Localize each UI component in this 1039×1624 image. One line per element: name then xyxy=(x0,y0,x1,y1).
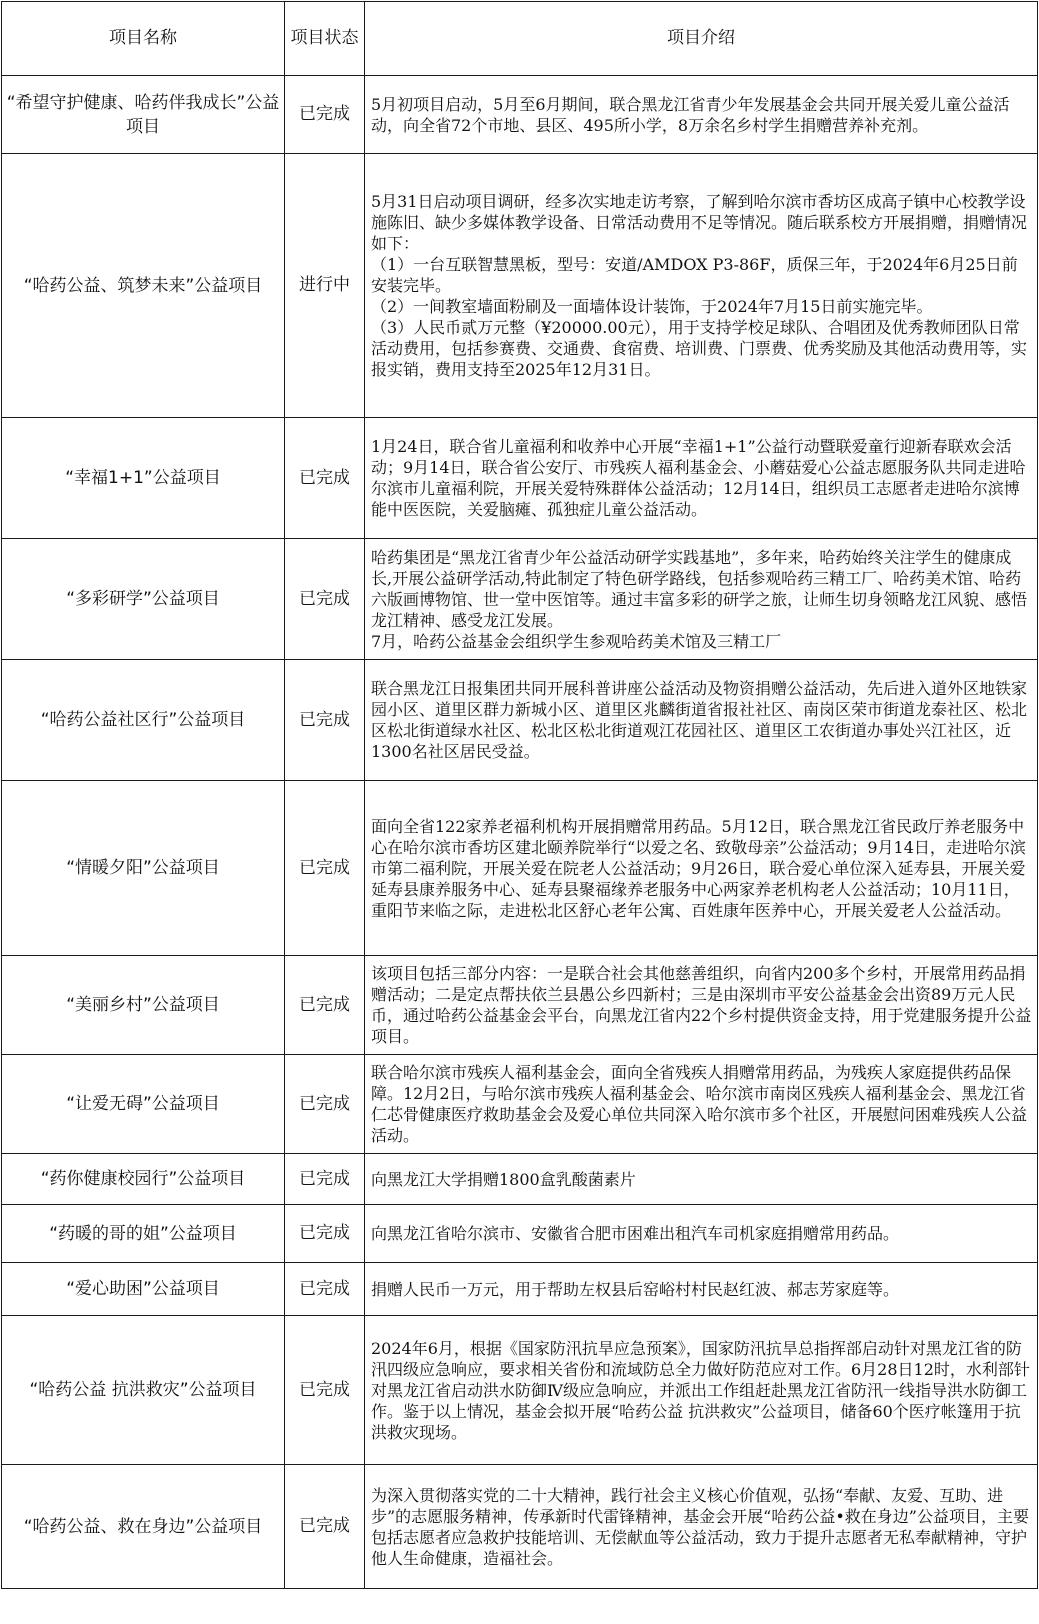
table-row xyxy=(2,1154,1038,1205)
project-intro-cell: 2024年6月，根据《国家防汛抗旱应急预案》，国家防汛抗旱总指挥部启动针对黑龙江省的防汛四级应急响应，要求相关省份和流域防总全力做好防范应对工作。6月28日12时，水利部针对黑龙江省启动洪水防御Ⅳ级应急响应，并派出工作组赶赴黑龙江省防汛一线指导洪水防御工作。鉴于以上情况，基金会拟开展“哈药公益 抗洪救灾”公益项目，储备60个医疗帐篷用于抗洪救灾现场。 xyxy=(365,1316,1038,1465)
project-intro-cell: 联合黑龙江日报集团共同开展科普讲座公益活动及物资捐赠公益活动，先后进入道外区地铁家园小区、道里区群力新城小区、道里区兆麟街道省报社社区、南岗区荣市街道龙泰社区、松北区松北街道绿水社区、松北区松北街道观江花园社区、道里区工农街道办事处兴江社区，近1300名社区居民受益。 xyxy=(365,660,1038,781)
project-intro-cell: 1月24日，联合省儿童福利和收养中心开展“幸福1+1”公益行动暨联爱童行迎新春联欢会活动；9月14日，联合省公安厅、市残疾人福利基金会、小蘑菇爱心公益志愿服务队共同走进哈尔滨市儿童福利院，开展关爱特殊群体公益活动；12月14日，组织员工志愿者走进哈尔滨博能中医医院，关爱脑瘫、孤独症儿童公益活动。 xyxy=(365,418,1038,539)
project-name-cell: “幸福1+1”公益项目 xyxy=(2,418,285,539)
table-row xyxy=(2,76,1038,154)
project-intro-cell: 5月31日启动项目调研，经多次实地走访考察，了解到哈尔滨市香坊区成高子镇中心校教学设施陈旧、缺少多媒体教学设备、日常活动费用不足等情况。随后联系校方开展捐赠，捐赠情况如下： （1）一台互联智慧黑板，型号：安道/AMDOX P3-86F，质保三年，于2024年6月25日前安装完毕。 （2）一间教室墙面粉刷及一面墙体设计装饰，于2024年7月15日前实施完毕。 （3）人民币贰万元整（¥20000.00元），用于支持学校足球队、合唱团及优秀教师团队日常活动费用，包括参赛费、交通费、食宿费、培训费、门票费、优秀奖励及其他活动费用等，实报实销，费用支持至2025年12月31日。 xyxy=(365,154,1038,418)
table-row xyxy=(2,1263,1038,1316)
project-name-cell: “哈药公益社区行”公益项目 xyxy=(2,660,285,781)
project-status-cell: 已完成 xyxy=(285,1316,365,1465)
table-row xyxy=(2,1205,1038,1263)
project-intro-cell: 向黑龙江省哈尔滨市、安徽省合肥市困难出租汽车司机家庭捐赠常用药品。 xyxy=(365,1205,1038,1263)
table-row xyxy=(2,781,1038,956)
project-intro-cell: 该项目包括三部分内容：一是联合社会其他慈善组织，向省内200多个乡村，开展常用药品捐赠活动；二是定点帮扶依兰县愚公乡四新村；三是由深圳市平安公益基金会出资89万元人民币，通过哈药公益基金会平台，向黑龙江省内22个乡村提供资金支持，用于党建服务提升公益项目。 xyxy=(365,956,1038,1055)
project-status-cell: 进行中 xyxy=(285,154,365,418)
table-row xyxy=(2,956,1038,1055)
projects-table xyxy=(1,1,1038,1589)
project-name-cell: “哈药公益、救在身边”公益项目 xyxy=(2,1465,285,1589)
project-status-cell: 已完成 xyxy=(285,539,365,660)
project-name-cell: “药你健康校园行”公益项目 xyxy=(2,1154,285,1205)
project-name-cell: “让爱无碍”公益项目 xyxy=(2,1055,285,1154)
project-name-cell: “情暖夕阳”公益项目 xyxy=(2,781,285,956)
table-row xyxy=(2,660,1038,781)
header-project-intro: 项目介绍 xyxy=(365,2,1038,76)
project-name-cell: “哈药公益 抗洪救灾”公益项目 xyxy=(2,1316,285,1465)
project-status-cell: 已完成 xyxy=(285,418,365,539)
project-status-cell: 已完成 xyxy=(285,1205,365,1263)
project-status-cell: 已完成 xyxy=(285,781,365,956)
project-name-cell: “希望守护健康、哈药伴我成长”公益项目 xyxy=(2,76,285,154)
project-intro-cell: 捐赠人民币一万元，用于帮助左权县后窑峪村村民赵红波、郝志芳家庭等。 xyxy=(365,1263,1038,1316)
table-row xyxy=(2,418,1038,539)
header-row xyxy=(2,2,1038,76)
project-intro-cell: 向黑龙江大学捐赠1800盒乳酸菌素片 xyxy=(365,1154,1038,1205)
project-name-cell: “美丽乡村”公益项目 xyxy=(2,956,285,1055)
project-name-cell: “爱心助困”公益项目 xyxy=(2,1263,285,1316)
project-status-cell: 已完成 xyxy=(285,1055,365,1154)
project-intro-cell: 面向全省122家养老福利机构开展捐赠常用药品。5月12日，联合黑龙江省民政厅养老服务中心在哈尔滨市香坊区建北颐养院举行“以爱之名、致敬母亲”公益活动；9月14日，走进哈尔滨市第二福利院，开展关爱在院老人公益活动；9月26日，联合爱心单位深入延寿县，开展关爱延寿县康养服务中心、延寿县聚福缘养老服务中心两家养老机构老人公益活动；10月11日，重阳节来临之际，走进松北区舒心老年公寓、百姓康年医养中心，开展关爱老人公益活动。 xyxy=(365,781,1038,956)
table-row xyxy=(2,539,1038,660)
project-intro-cell: 哈药集团是“黑龙江省青少年公益活动研学实践基地”，多年来，哈药始终关注学生的健康成长,开展公益研学活动,特此制定了特色研学路线，包括参观哈药三精工厂、哈药美术馆、哈药六版画博物馆、世一堂中医馆等。通过丰富多彩的研学之旅，让师生切身领略龙江风貌、感悟龙江精神、感受龙江发展。 7月，哈药公益基金会组织学生参观哈药美术馆及三精工厂 xyxy=(365,539,1038,660)
project-name-cell: “多彩研学”公益项目 xyxy=(2,539,285,660)
header-project-name: 项目名称 xyxy=(2,2,285,76)
table-row xyxy=(2,154,1038,418)
project-status-cell: 已完成 xyxy=(285,1465,365,1589)
project-name-cell: “哈药公益、筑梦未来”公益项目 xyxy=(2,154,285,418)
project-status-cell: 已完成 xyxy=(285,660,365,781)
table-row xyxy=(2,1316,1038,1465)
project-status-cell: 已完成 xyxy=(285,1263,365,1316)
project-status-cell: 已完成 xyxy=(285,1154,365,1205)
project-intro-cell: 5月初项目启动，5月至6月期间，联合黑龙江省青少年发展基金会共同开展关爱儿童公益活动，向全省72个市地、县区、495所小学，8万余名乡村学生捐赠营养补充剂。 xyxy=(365,76,1038,154)
project-status-cell: 已完成 xyxy=(285,956,365,1055)
project-intro-cell: 联合哈尔滨市残疾人福利基金会，面向全省残疾人捐赠常用药品，为残疾人家庭提供药品保障。12月2日，与哈尔滨市残疾人福利基金会、哈尔滨市南岗区残疾人福利基金会、黑龙江省仁芯骨健康医疗救助基金会及爱心单位共同深入哈尔滨市多个社区，开展慰问困难残疾人公益活动。 xyxy=(365,1055,1038,1154)
table-row xyxy=(2,1465,1038,1589)
table-row xyxy=(2,1055,1038,1154)
project-intro-cell: 为深入贯彻落实党的二十大精神，践行社会主义核心价值观，弘扬“奉献、友爱、互助、进步”的志愿服务精神，传承新时代雷锋精神，基金会开展“哈药公益•救在身边”公益项目，主要包括志愿者应急救护技能培训、无偿献血等公益活动，致力于提升志愿者无私奉献精神，守护他人生命健康，造福社会。 xyxy=(365,1465,1038,1589)
project-status-cell: 已完成 xyxy=(285,76,365,154)
project-name-cell: “药暖的哥的姐”公益项目 xyxy=(2,1205,285,1263)
header-project-status: 项目状态 xyxy=(285,2,365,76)
